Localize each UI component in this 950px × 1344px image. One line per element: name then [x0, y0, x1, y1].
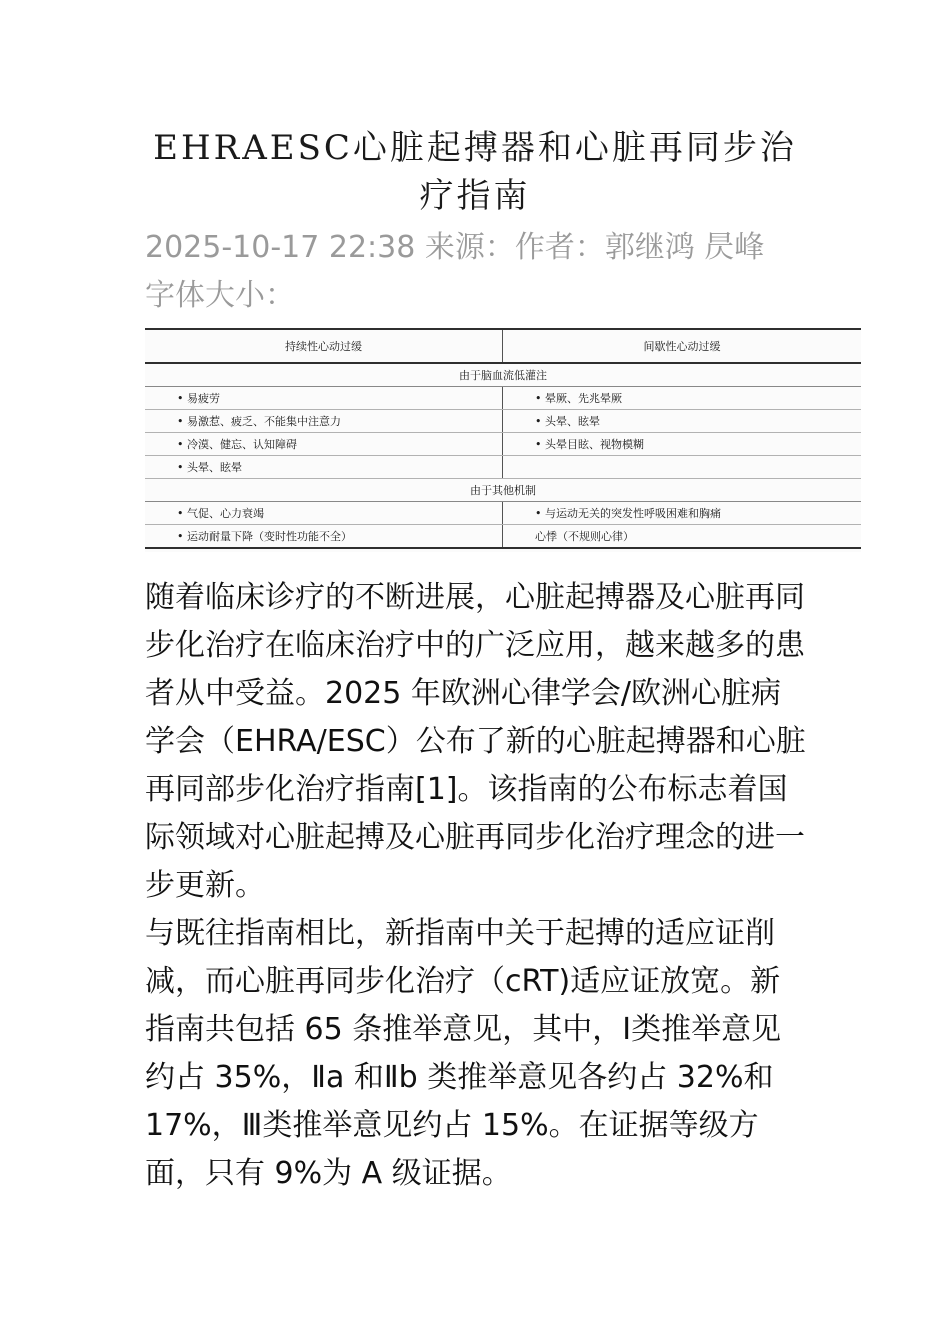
- body-paragraph: 随着临床诊疗的不断进展，心脏起搏器及心脏再同步化治疗在临床治疗中的广泛应用，越来越多的患者从中受益。2025 年欧洲心律学会/欧洲心脏病学会（EHRA/ESC）公布了新的心脏起搏器和心脏再同部步化治疗指南[1]。该指南的公布标志着国际领域对心脏起搏及心脏再同步化治疗理念的进一步更新。: [145, 580, 806, 903]
- table-row: [145, 387, 861, 410]
- article-body: [145, 574, 810, 1198]
- section-heading: 由于其他机制: [145, 479, 861, 502]
- table-cell: • 头晕、眩晕: [503, 410, 862, 433]
- symptom-table-image: [145, 328, 861, 552]
- article-title: EHRAESC心脏起搏器和心脏再同步治疗指南: [153, 128, 797, 216]
- table-cell: • 气促、心力衰竭: [145, 502, 503, 525]
- table-cell: • 易激惹、疲乏、不能集中注意力: [145, 410, 503, 433]
- table-cell: • 运动耐量下降（变时性功能不全）: [145, 525, 503, 549]
- table-cell: • 头晕、眩晕: [145, 456, 503, 479]
- table-cell: [503, 456, 862, 479]
- header-persistent: 持续性心动过缓: [145, 329, 503, 363]
- table-cell: • 冷漠、健忘、认知障碍: [145, 433, 503, 456]
- table-cell: • 头晕目眩、视物模糊: [503, 433, 862, 456]
- symptom-table: [145, 328, 861, 549]
- table-row: [145, 433, 861, 456]
- table-cell: • 晕厥、先兆晕厥: [503, 387, 862, 410]
- table-cell: 心悸（不规则心律）: [503, 525, 862, 549]
- body-paragraph: 与既往指南相比，新指南中关于起搏的适应证削减，而心脏再同步化治疗（cRT)适应证放宽。新指南共包括 65 条推举意见，其中，Ⅰ类推举意见约占 35%，Ⅱa 和Ⅱb 类推举意见各约占 32%和 17%，Ⅲ类推举意见约占 15%。在证据等级方面，只有 9%为 A 级证据。: [145, 916, 782, 1191]
- article-meta: 2025-10-17 22:38 来源：作者：郭继鸿 昃峰: [145, 230, 765, 265]
- font-size-label[interactable]: 字体大小：: [145, 278, 295, 313]
- article: [145, 124, 805, 1198]
- table-cell: • 与运动无关的突发性呼吸困难和胸痛: [503, 502, 862, 525]
- table-row: [145, 456, 861, 479]
- table-cell: • 易疲劳: [145, 387, 503, 410]
- section-heading: 由于脑血流低灌注: [145, 363, 861, 387]
- table-row: [145, 502, 861, 525]
- table-row: [145, 525, 861, 549]
- header-intermittent: 间歇性心动过缓: [503, 329, 862, 363]
- table-row: [145, 410, 861, 433]
